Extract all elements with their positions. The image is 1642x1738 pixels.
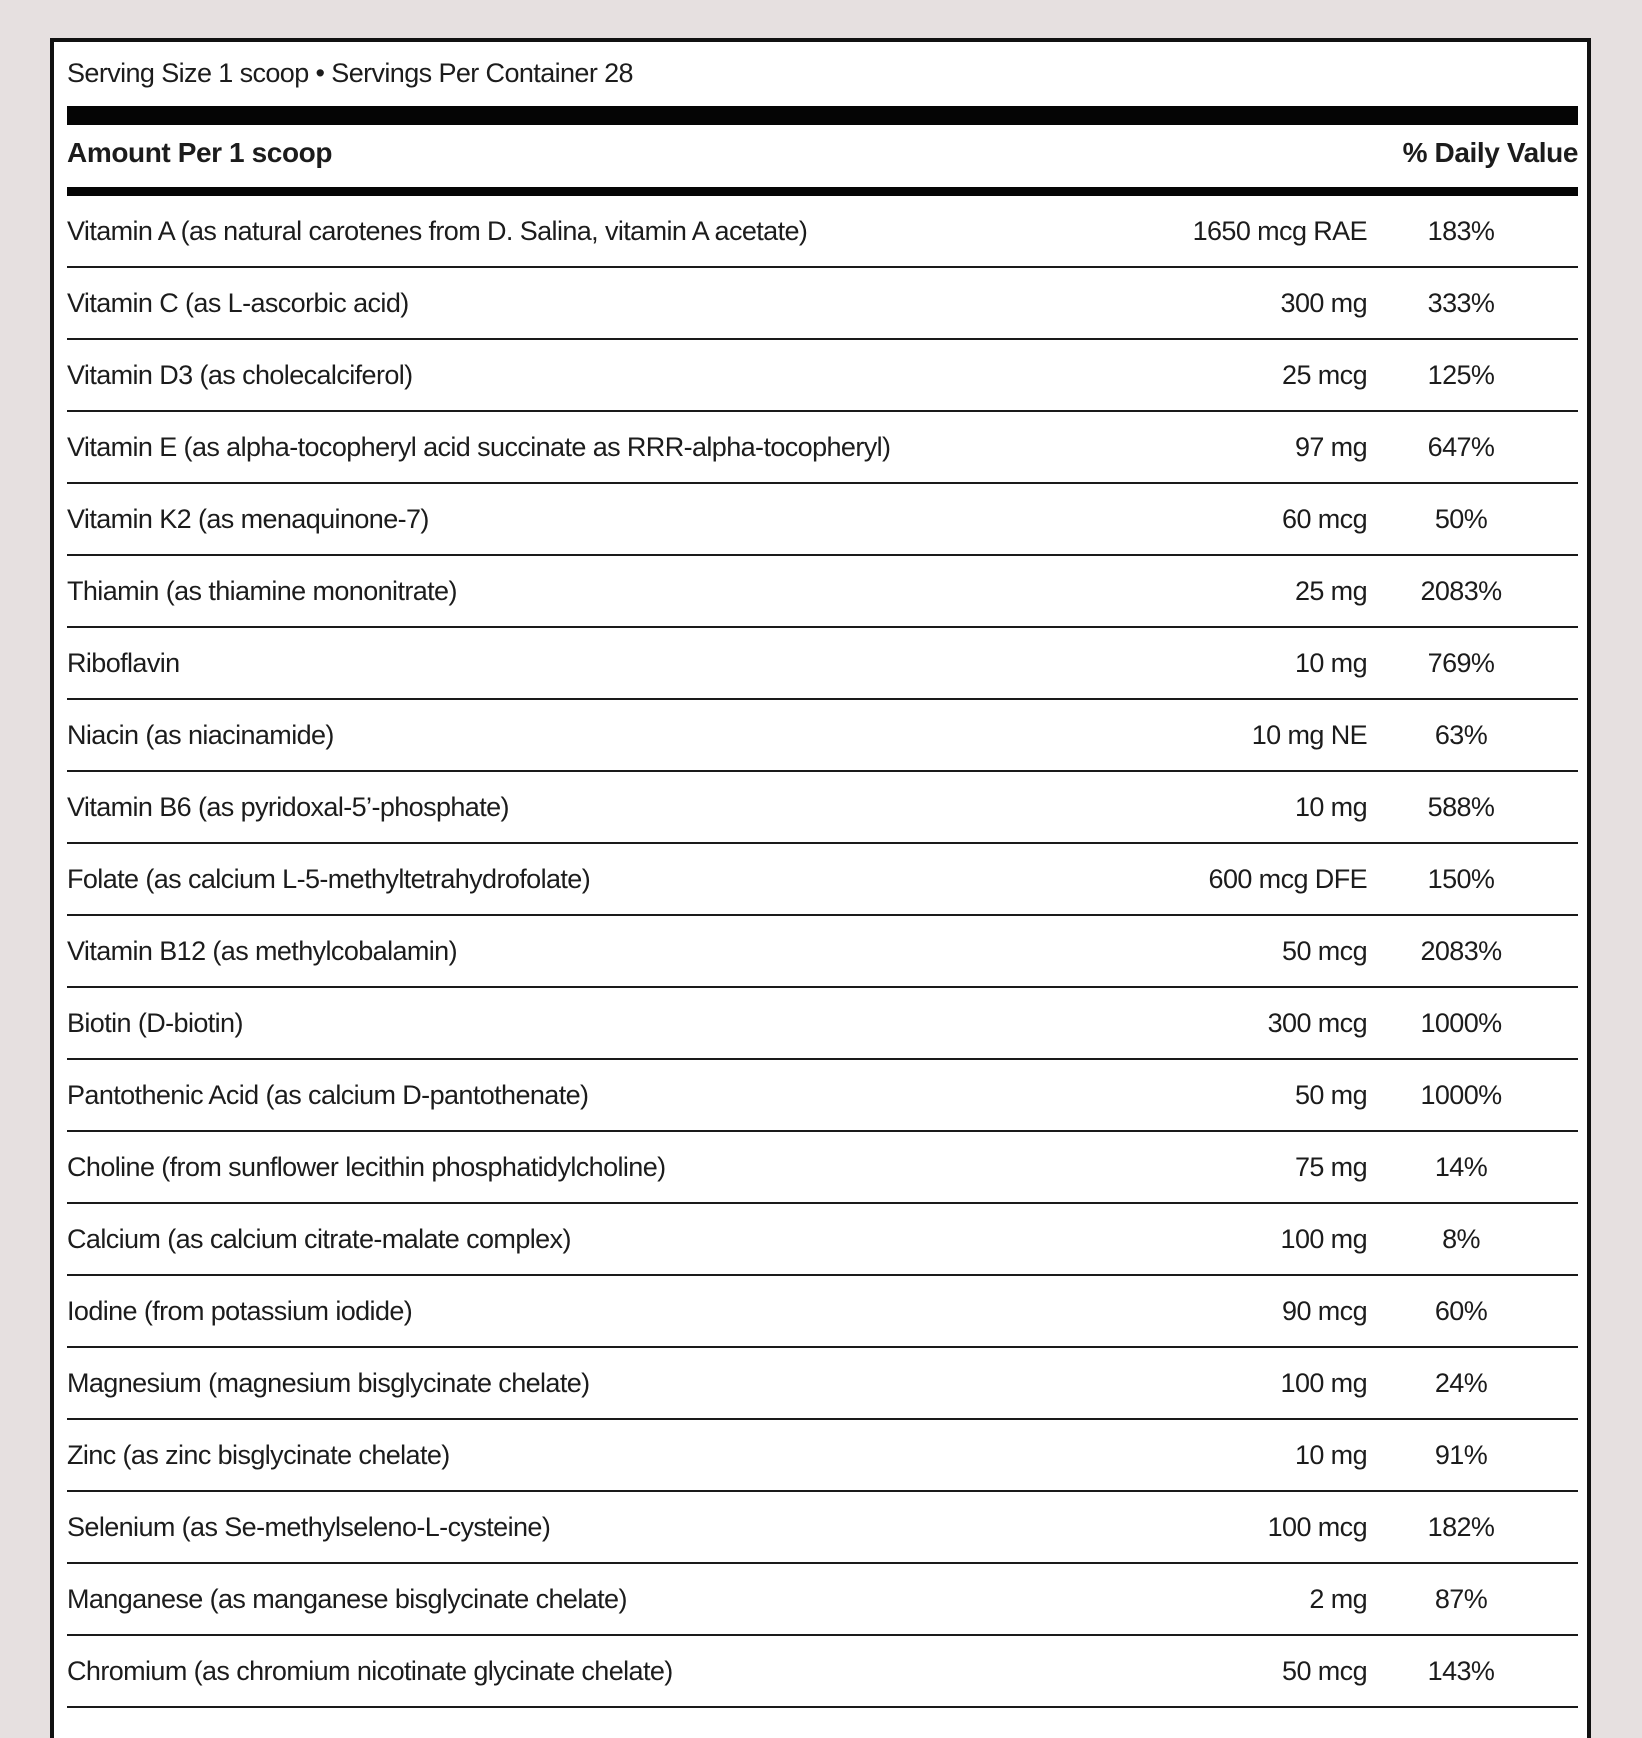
nutrient-amount: 10 mg (1294, 648, 1367, 678)
nutrient-row (67, 1060, 1578, 1132)
nutrient-amount: 100 mg (1280, 1368, 1367, 1398)
nutrient-daily-value: 588% (1427, 792, 1495, 822)
nutrient-daily-value: 2083% (1420, 576, 1502, 606)
nutrient-row (67, 1276, 1578, 1348)
nutrient-row (67, 772, 1578, 844)
nutrient-daily-value: 1000% (1420, 1080, 1502, 1110)
nutrient-daily-value: 87% (1434, 1584, 1488, 1614)
nutrient-name: Pantothenic Acid (as calcium D-pantothenate) (67, 1080, 589, 1110)
nutrient-name: Selenium (as Se-methylseleno-L-cysteine) (67, 1512, 551, 1542)
nutrient-amount: 100 mcg (1267, 1512, 1367, 1542)
nutrient-daily-value: 63% (1434, 720, 1488, 750)
nutrient-row (67, 1348, 1578, 1420)
amount-per-serving-heading: Amount Per 1 scoop (67, 137, 333, 168)
nutrient-name: Thiamin (as thiamine mononitrate) (67, 576, 457, 606)
nutrient-amount: 2 mg (1309, 1584, 1367, 1614)
nutrient-amount: 60 mcg (1282, 504, 1367, 534)
nutrient-daily-value: 2083% (1420, 936, 1502, 966)
nutrient-name: Vitamin B6 (as pyridoxal-5’-phosphate) (67, 792, 509, 822)
nutrient-daily-value: 125% (1427, 360, 1495, 390)
nutrient-amount: 25 mcg (1282, 360, 1367, 390)
nutrient-row (67, 340, 1578, 412)
nutrient-name: Vitamin K2 (as menaquinone-7) (67, 504, 429, 534)
nutrient-daily-value: 24% (1434, 1368, 1488, 1398)
nutrient-daily-value: 1000% (1420, 1008, 1502, 1038)
supplement-facts-content (67, 42, 1578, 1708)
nutrient-daily-value: 91% (1434, 1440, 1488, 1470)
nutrient-row (67, 484, 1578, 556)
nutrient-name: Niacin (as niacinamide) (67, 720, 334, 750)
nutrient-name: Vitamin C (as L-ascorbic acid) (67, 288, 409, 318)
nutrient-daily-value: 14% (1434, 1152, 1488, 1182)
nutrient-name: Biotin (D-biotin) (67, 1008, 243, 1038)
nutrient-amount: 10 mg NE (1251, 720, 1367, 750)
nutrient-row (67, 412, 1578, 484)
nutrient-amount: 25 mg (1294, 576, 1367, 606)
nutrient-row (67, 844, 1578, 916)
nutrient-daily-value: 333% (1427, 288, 1495, 318)
nutrient-daily-value: 8% (1442, 1224, 1480, 1254)
nutrient-amount: 300 mg (1280, 288, 1367, 318)
nutrient-amount: 1650 mcg RAE (1192, 216, 1367, 246)
nutrient-row (67, 628, 1578, 700)
nutrient-daily-value: 60% (1434, 1296, 1488, 1326)
nutrient-name: Chromium (as chromium nicotinate glycinate chelate) (67, 1656, 673, 1686)
nutrient-amount: 10 mg (1294, 792, 1367, 822)
nutrient-row (67, 988, 1578, 1060)
nutrient-row (67, 268, 1578, 340)
daily-value-heading: % Daily Value (1402, 137, 1578, 168)
nutrient-amount: 90 mcg (1282, 1296, 1367, 1326)
nutrient-amount: 10 mg (1294, 1440, 1367, 1470)
nutrient-daily-value: 150% (1427, 864, 1495, 894)
nutrient-row (67, 1420, 1578, 1492)
nutrient-name: Choline (from sunflower lecithin phosphatidylcholine) (67, 1152, 666, 1182)
nutrient-row (67, 1492, 1578, 1564)
nutrient-amount: 50 mcg (1282, 936, 1367, 966)
nutrient-row (67, 1564, 1578, 1636)
nutrient-name: Vitamin D3 (as cholecalciferol) (67, 360, 413, 390)
nutrient-amount: 75 mg (1294, 1152, 1367, 1182)
nutrient-list (67, 196, 1578, 1708)
nutrient-daily-value: 183% (1427, 216, 1495, 246)
nutrient-name: Folate (as calcium L-5-methyltetrahydrofolate) (67, 864, 591, 894)
nutrient-daily-value: 647% (1427, 432, 1495, 462)
nutrient-amount: 50 mcg (1282, 1656, 1367, 1686)
nutrient-name: Manganese (as manganese bisglycinate chelate) (67, 1584, 627, 1614)
nutrient-row (67, 916, 1578, 988)
nutrient-name: Vitamin E (as alpha-tocopheryl acid succinate as RRR-alpha-tocopheryl) (67, 432, 891, 462)
table-header (67, 125, 1578, 187)
thick-divider (67, 106, 1578, 125)
nutrient-name: Magnesium (magnesium bisglycinate chelate) (67, 1368, 590, 1398)
nutrient-name: Vitamin B12 (as methylcobalamin) (67, 936, 457, 966)
nutrient-amount: 600 mcg DFE (1208, 864, 1367, 894)
nutrient-amount: 50 mg (1294, 1080, 1367, 1110)
nutrient-row (67, 196, 1578, 268)
nutrient-daily-value: 182% (1427, 1512, 1495, 1542)
nutrient-amount: 100 mg (1280, 1224, 1367, 1254)
nutrient-row (67, 1636, 1578, 1708)
supplement-facts-panel (50, 38, 1591, 1738)
nutrient-name: Riboflavin (67, 648, 180, 678)
nutrient-name: Calcium (as calcium citrate-malate complex) (67, 1224, 571, 1254)
nutrient-row (67, 1132, 1578, 1204)
nutrient-row (67, 700, 1578, 772)
nutrient-name: Zinc (as zinc bisglycinate chelate) (67, 1440, 450, 1470)
nutrient-amount: 97 mg (1294, 432, 1367, 462)
nutrient-row (67, 1204, 1578, 1276)
nutrient-amount: 300 mcg (1267, 1008, 1367, 1038)
serving-info: Serving Size 1 scoop • Servings Per Container 28 (67, 58, 633, 88)
nutrient-daily-value: 50% (1434, 504, 1488, 534)
nutrient-daily-value: 143% (1427, 1656, 1495, 1686)
nutrient-row (67, 556, 1578, 628)
nutrient-daily-value: 769% (1427, 648, 1495, 678)
medium-divider (67, 187, 1578, 196)
nutrient-name: Vitamin A (as natural carotenes from D. Salina, vitamin A acetate) (67, 216, 808, 246)
nutrient-name: Iodine (from potassium iodide) (67, 1296, 413, 1326)
